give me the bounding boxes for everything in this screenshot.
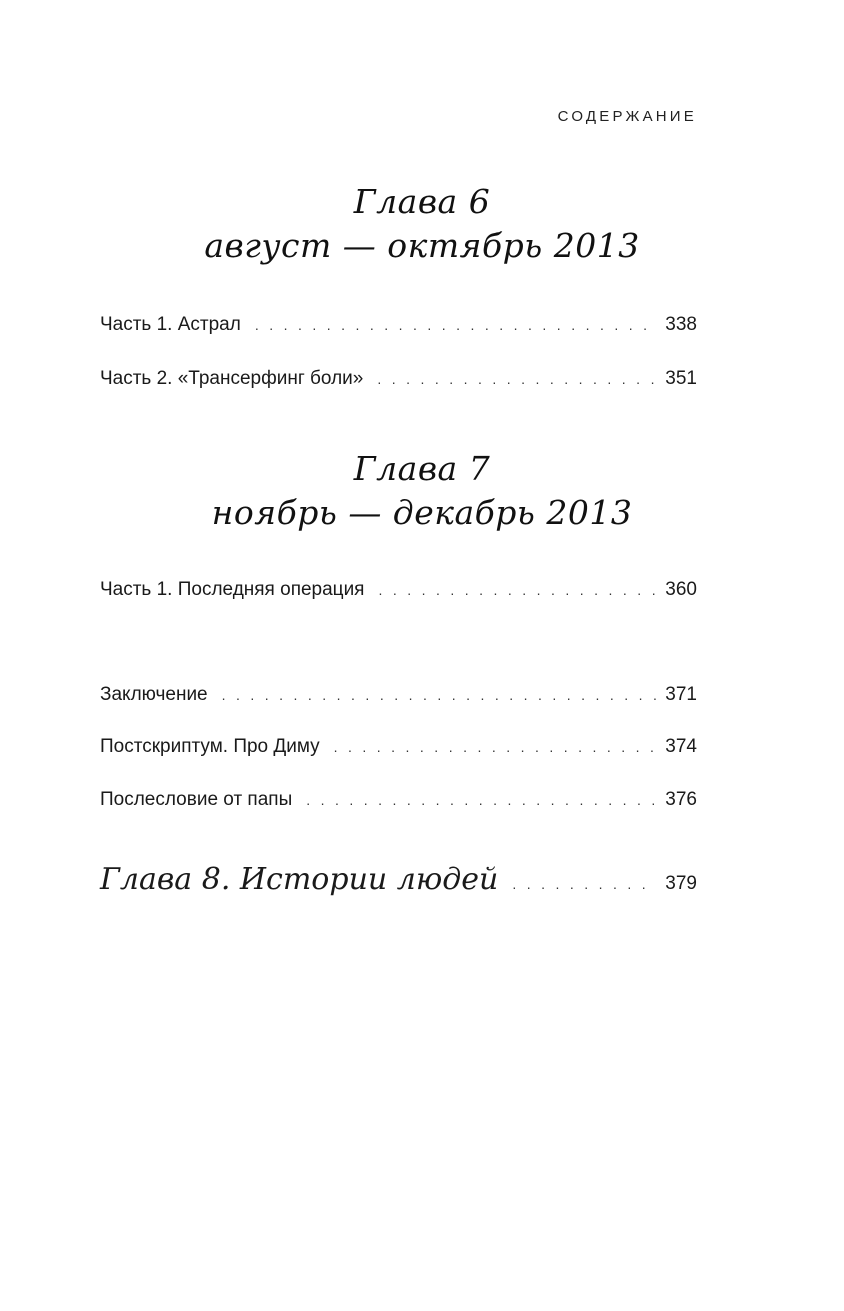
toc-entry-title: Заключение [100,684,208,705]
chapter-7-title: Глава 7 [353,449,491,488]
toc-entry-page: 376 [665,789,697,810]
toc-entry-title: Часть 2. «Трансерфинг боли» [100,368,364,389]
toc-entry-postscript[interactable] [100,736,697,758]
toc-entry-title: Часть 1. Последняя операция [100,579,365,600]
toc-entry-page: 351 [665,368,697,389]
toc-entry-page: 338 [665,314,697,335]
toc-entry-title: Постскриптум. Про Диму [100,736,320,757]
toc-dot-leader [377,371,657,387]
toc-dot-leader [306,792,657,808]
running-head: СОДЕРЖАНИЕ [557,108,697,125]
toc-dot-leader [255,317,657,333]
toc-dot-leader [512,876,657,892]
toc-entry-ch6-part2[interactable] [100,368,697,390]
toc-entry-page: 371 [665,684,697,705]
toc-entry-page: 360 [665,579,697,600]
toc-entry-page: 379 [665,873,697,894]
chapter-6-title: Глава 6 [353,182,491,221]
toc-entry-afterword[interactable] [100,789,697,811]
toc-entry-conclusion[interactable] [100,684,697,706]
toc-entry-title: Часть 1. Астрал [100,314,241,335]
chapter-6-heading [0,180,844,268]
chapter-6-subtitle: август — октябрь 2013 [204,226,640,265]
toc-entry-title: Послесловие от папы [100,789,293,810]
toc-entry-chapter-8[interactable] [100,862,697,897]
chapter-7-heading [0,447,844,535]
toc-entry-page: 374 [665,736,697,757]
toc-entry-title: Глава 8. Истории людей [100,862,499,897]
toc-entry-ch7-part1[interactable] [100,579,697,601]
chapter-7-subtitle: ноябрь — декабрь 2013 [211,493,633,532]
toc-entry-ch6-part1[interactable] [100,314,697,336]
toc-dot-leader [378,582,657,598]
toc-dot-leader [222,687,658,703]
toc-dot-leader [334,739,658,755]
